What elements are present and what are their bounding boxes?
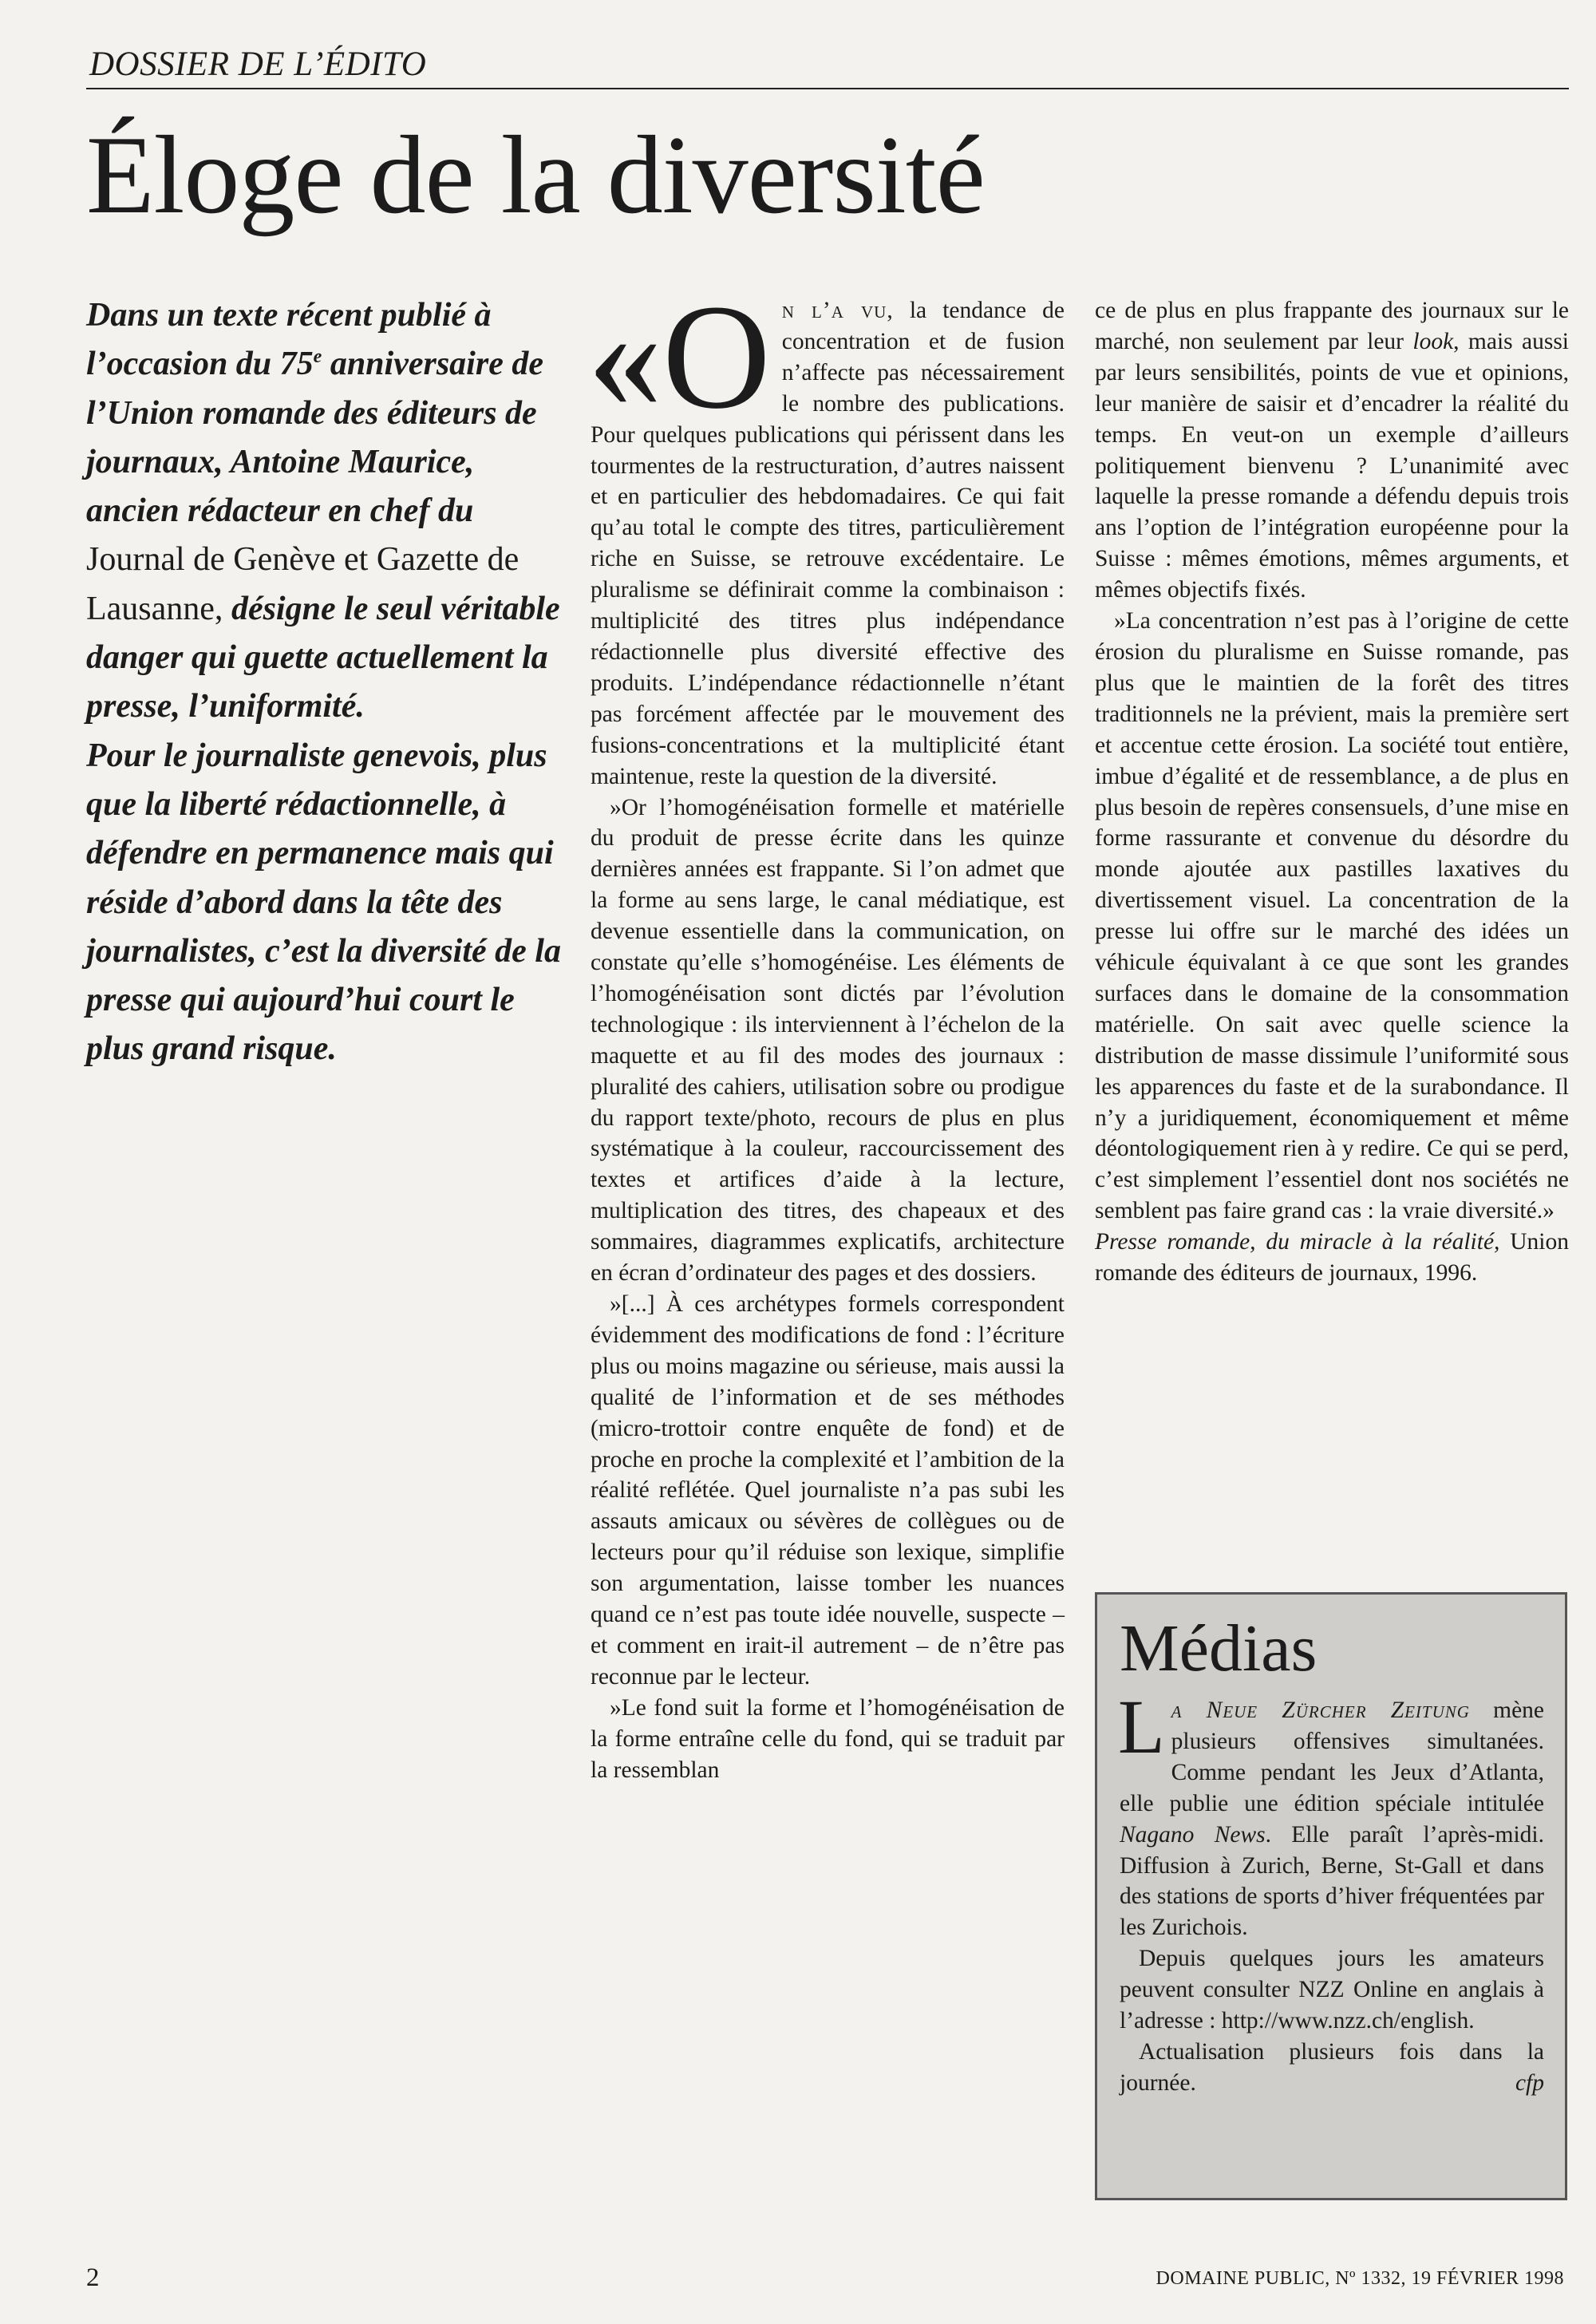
medias-signature: cfp	[1515, 2069, 1544, 2096]
top-rule	[86, 88, 1569, 89]
article-paragraph-5: »La concentration n’est pas à l’origine de cette érosion du pluralisme en Suisse romande, pas plus que le maintien de la forêt des titres traditionnels ne la prévient, mais la première sert et accentue cette érosion. La société tout entière, imbue d’égalité et de ressemblance, a de plus en plus besoin de repères consensuels, d’une mise en forme rassurante et convenue du désordre du monde ajoutée aux pastilles laxatives du divertissement visuel. La concentration de la presse lui offre sur le marché des idées un véhicule équivalant à ce que sont les grandes surfaces dans le domaine de la consommation matérielle. On sait avec quelle science la distribution de masse dissimule l’uniformité sous les apparences du faste et de la surabondance. Il n’y a juridiquement, économiquement et même déontologiquement rien à y redire. Ce qui se perd, c’est simplement l’essentiel dont nos sociétés ne semblent pas faire grand cas : la vraie diversité.»	[1095, 608, 1569, 1224]
article-paragraph-4: »Le fond suit la forme et l’homogénéisation de la forme entraîne celle du fond, qui se traduit par la ressemblan	[591, 1694, 1065, 1783]
medias-paragraph-2: Depuis quelques jours les amateurs peuvent consulter NZZ Online en anglais à l’adresse : http://www.nzz.ch/english.	[1120, 1946, 1544, 2034]
medias-paragraph-1: La Neue Zürcher Zeitung mène plusieurs offensives simultanées. Comme pendant les Jeux d’Atlanta, elle publie une édition spéciale intitulée Nagano News. Elle paraît l’après-midi. Diffusion à Zurich, Berne, St-Gall et dans des stations de sports d’hiver fréquentées par les Zurichois.	[1118, 1684, 1545, 1941]
section-label: DOSSIER DE L’ÉDITO	[89, 45, 427, 83]
issue-info: DOMAINE PUBLIC, Nº 1332, 19 FÉVRIER 1998	[1156, 2268, 1564, 2289]
article-paragraph-2: »Or l’homogénéisation formelle et matérielle du produit de presse écrite dans les quinze dernières années est frappante. Si l’on admet que la forme au sens large, le canal médiatique, est devenue essentielle dans la communication, on constate qu’elle s’homogénéise. Les éléments de l’homogénéisation sont dictés par l’évolution technologique : ils interviennent à l’échelon de la maquette et au fil des modes des journaux : pluralité des cahiers, utilisation sobre ou prodigue du rapport texte/photo, recours de plus en plus systématique à la couleur, raccourcissement des textes et artifices d’aide à la lecture, multiplication des titres, des chapeaux et des sommaires, diagrammes explicatifs, architecture en écran d’ordinateur des pages et des dossiers.	[591, 794, 1065, 1286]
article-column-2	[1095, 295, 1569, 1289]
article-paragraph-1: «O n l’a vu, la tendance de concentration et de fusion n’affecte pas nécessairement le nombre des publications. Pour quelques publications qui périssent dans les tourmentes de la restructuration, d’autres naissent et en particulier des hebdomadaires. Ce qui fait qu’au total le compte des titres, particulièrement riche en Suisse, se retrouve excédentaire. Le pluralisme se définirait comme la combinaison : multiplicité des titres plus indépendance rédactionnelle plus diversité effective des produits. L’indépendance rédactionnelle n’étant pas forcément affectée par le mouvement des fusions-concentrations et la multiplicité étant maintenue, reste la question de la diversité.	[587, 273, 1065, 789]
headline: Éloge de la diversité	[86, 113, 985, 237]
article-source: Presse romande, du miracle à la réalité, Union romande des éditeurs de journaux, 1996.	[1095, 1229, 1570, 1286]
page-number: 2	[86, 2263, 100, 2292]
lead-intro	[86, 291, 565, 1074]
medias-title: Médias	[1120, 1611, 1317, 1686]
medias-dropcap: L	[1118, 1684, 1165, 1769]
article-paragraph-4-continued: ce de plus en plus frappante des journaux sur le marché, non seulement par leur look, mais aussi par leurs sensibilités, points de vue et opinions, leur manière de saisir et d’encadrer la réalité du temps. En veut-on un exemple d’ailleurs politiquement bienvenu ? L’unanimité avec laquelle la presse romande a défendu depuis trois ans l’option de l’intégration européenne pour la Suisse : mêmes émotions, mêmes arguments, et mêmes objectifs fixés.	[1095, 298, 1569, 603]
lead-publication-name: Journal de Genève et Gazette de Lausanne,	[86, 541, 519, 627]
medias-paragraph-3: Actualisation plusieurs fois dans la journée. cfp	[1120, 2037, 1544, 2099]
lead-paragraph-1: Dans un texte récent publié à l’occasion du 75e anniversaire de l’Union romande des éditeurs de journaux, Antoine Maurice, ancien rédacteur en chef du Journal de Genève et Gazette de Lausanne, désigne le seul véritable danger qui guette actuellement la presse, l’uniformité.	[86, 297, 560, 725]
article-dropcap: «O	[587, 273, 771, 440]
article-paragraph-3: »[...] À ces archétypes formels correspondent évidemment des modifications de fond : l’écriture plus ou moins magazine ou sérieuse, mais aussi la qualité de l’information et de ses méthodes (micro-trottoir contre enquête de fond) et de proche en proche la complexité et l’ambition de la réalité reflétée. Quel journaliste n’a pas subi les assauts amicaux ou sévères de collègues ou de lecteurs pour qu’il réduise son lexique, simplifie son argumentation, laisse tomber les nuances quand ce n’est pas toute idée nouvelle, suspecte – et comment en irait-il autrement – de n’être pas reconnue par le lecteur.	[591, 1291, 1065, 1690]
lead-paragraph-2: Pour le journaliste genevois, plus que la liberté rédactionnelle, à défendre en permanence mais qui réside d’abord dans la tête des journalistes, c’est la diversité de la presse qui aujourd’hui court le plus grand risque.	[86, 737, 561, 1068]
medias-box	[1095, 1592, 1567, 2200]
article-column-1	[587, 273, 1065, 1786]
